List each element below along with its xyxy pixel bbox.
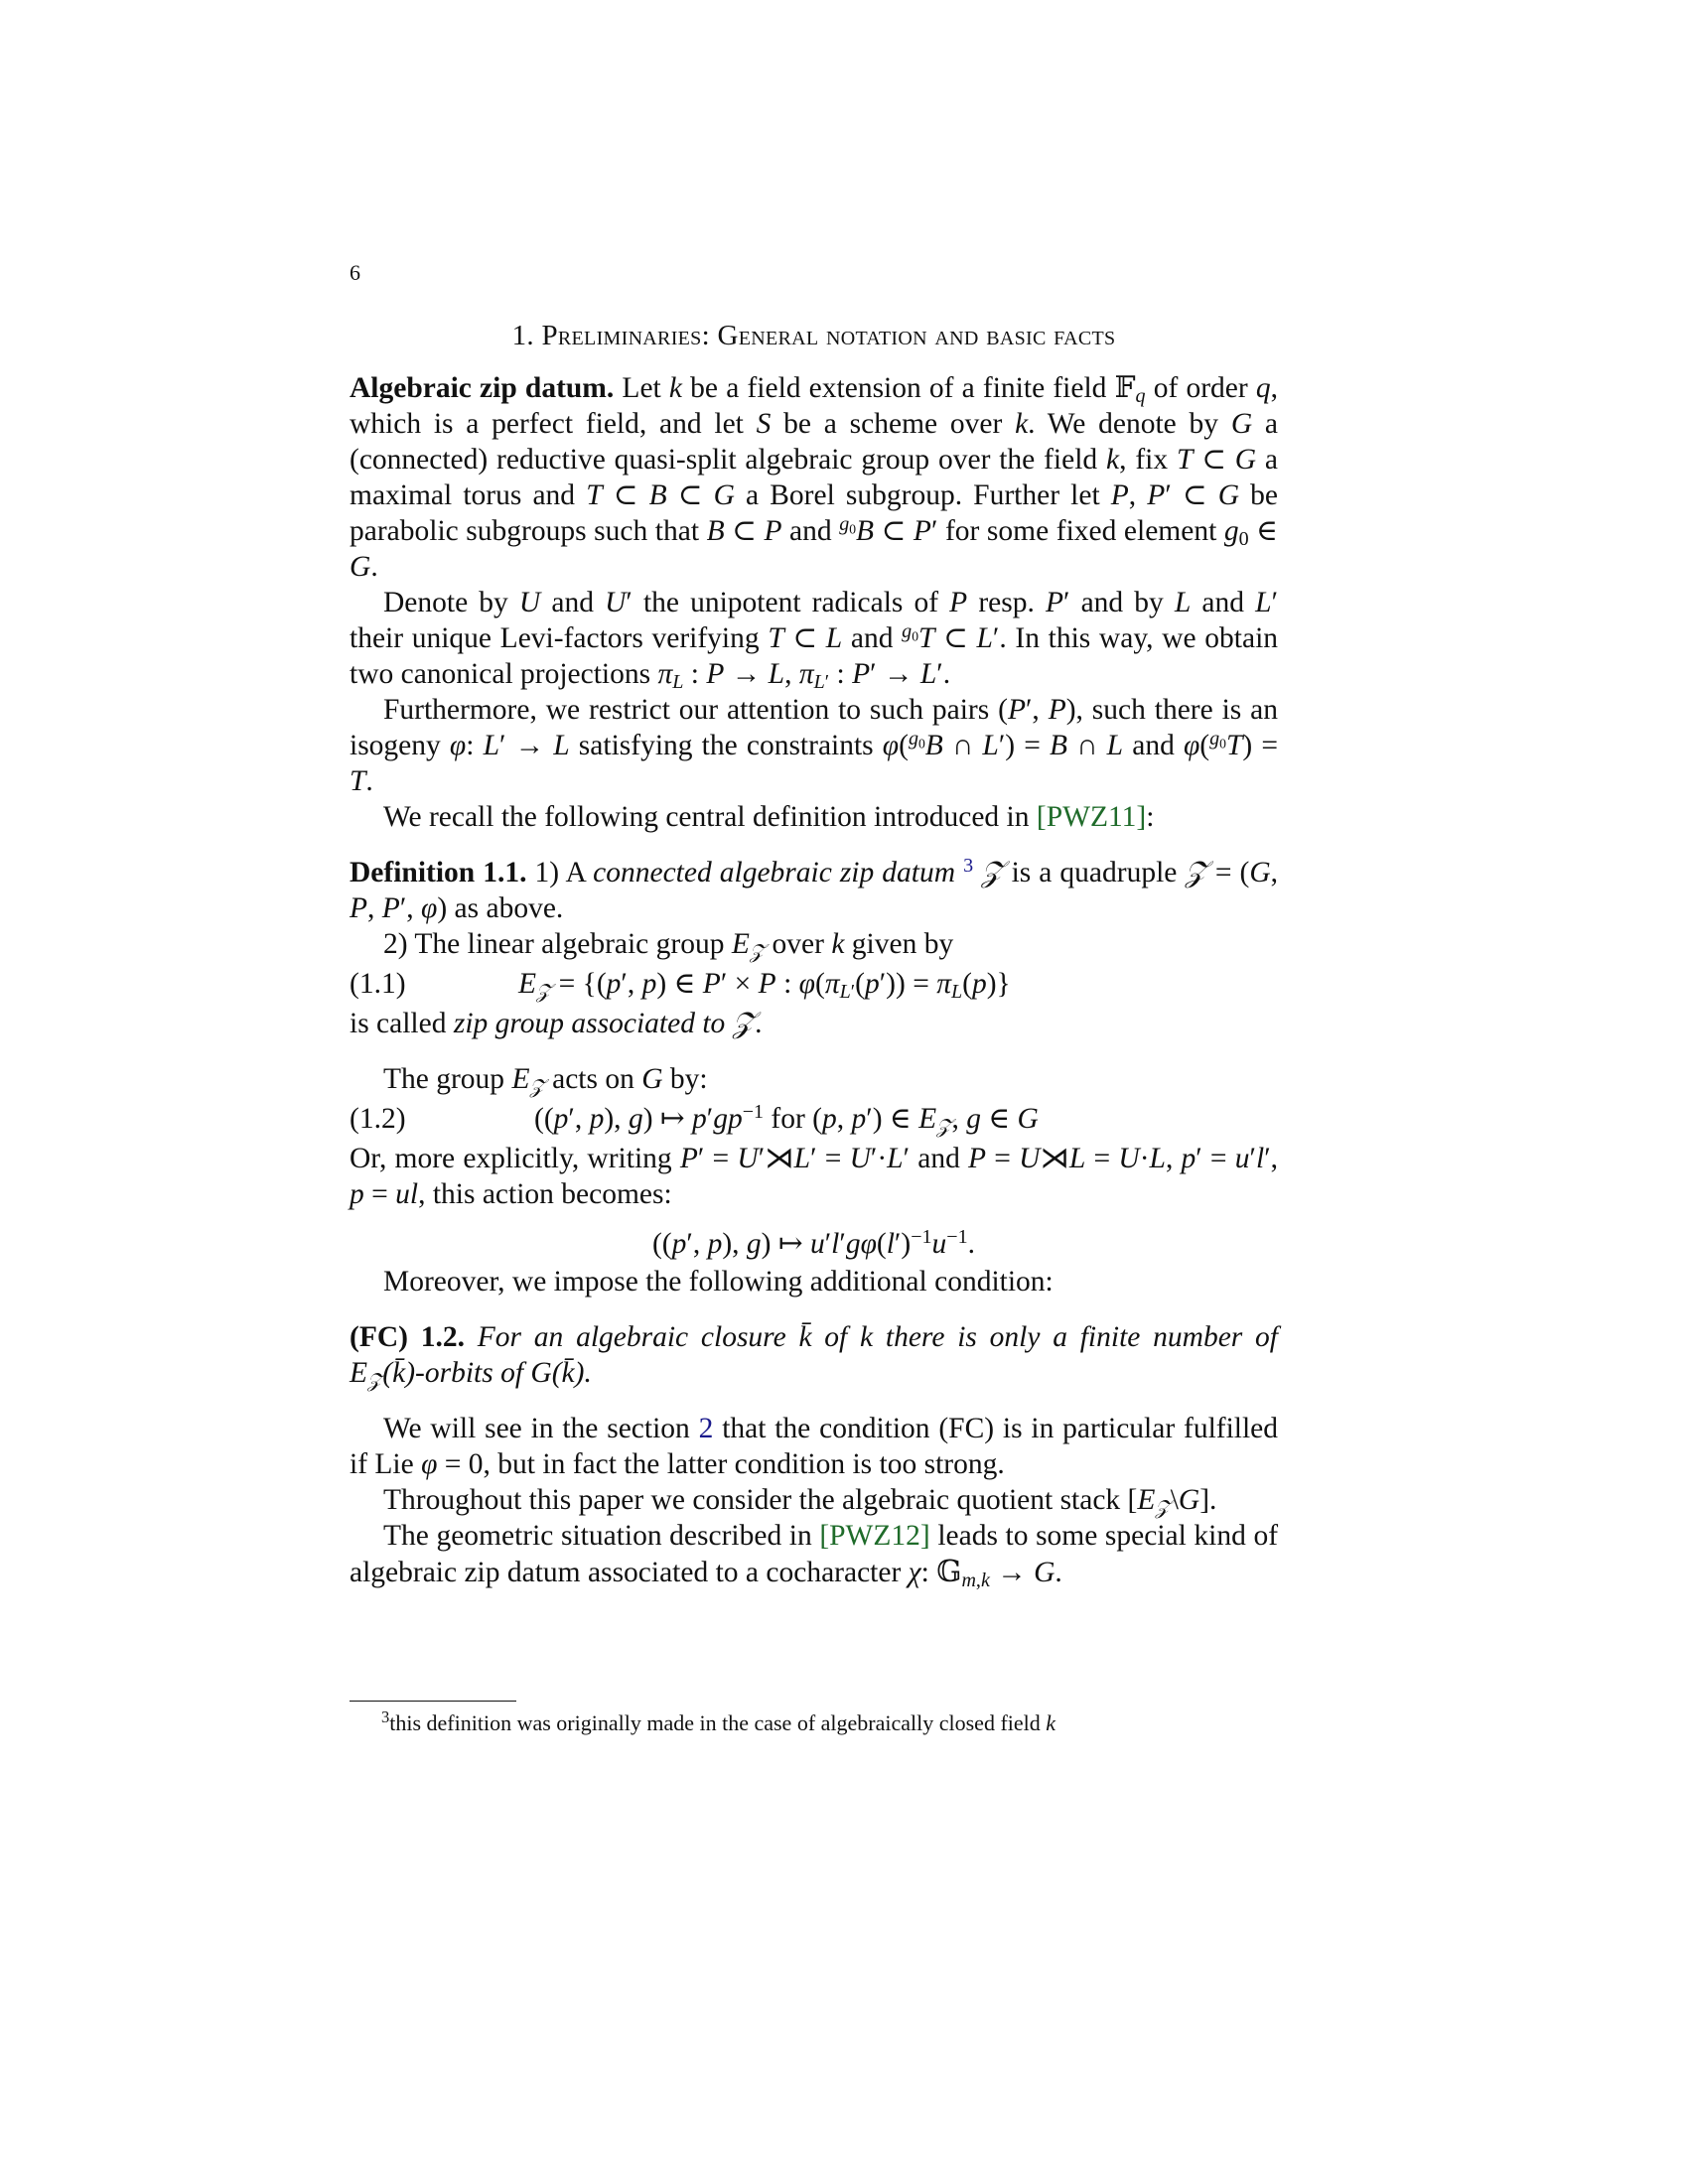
equation-label: (1.2) bbox=[350, 1103, 406, 1135]
explicit-action: Or, more explicitly, writing P′ = U′⋊L′ = U′·L′ and P = U⋊L = U·L, p′ = u′l′, p = ul, this action becomes: bbox=[350, 1143, 1279, 1210]
action-intro: The group $E_𝒵$ acts on G by: bbox=[383, 1063, 708, 1098]
citation-pwz11[interactable]: [PWZ11] bbox=[1036, 801, 1147, 833]
para-section-ref: We will see in the section 2 that the condition (FC) is in particular fulfilled if Lie φ = 0, but in fact the latter condition is too strong. bbox=[350, 1413, 1279, 1480]
zip-group-text: is called zip group associated to 𝒵. bbox=[350, 1008, 763, 1039]
footnote-ref-3[interactable]: 3 bbox=[963, 854, 974, 877]
para-recall: We recall the following central definition introduced in [PWZ11]: bbox=[383, 801, 1155, 833]
running-head: 1. Preliminaries: General notation and basic facts bbox=[511, 320, 1116, 351]
para-algebraic-zip-datum: Algebraic zip datum. Let k be a field extension of a finite field 𝔽$_q$ of order q, which is a perfect field, and let S be a scheme over k. We denote by G a (connected) reductive quasi-split algebraic group over the field k, fix T ⊂ G a maximal torus and T ⊂ B ⊂ G a Borel subgroup. Further let P, P′ ⊂ G be parabolic subgroups such that B ⊂ P and $^{g_0}$B ⊂ P′ for some fixed element $g_0$ ∈ G. bbox=[350, 370, 1279, 583]
para-isogeny: Furthermore, we restrict our attention to such pairs (P′, P), such there is an isogeny φ: L′ → L satisfying the constraints φ($^{g_0}$B ∩ L′) = B ∩ L and φ($^{g_0}$T) = T. bbox=[350, 694, 1279, 797]
footnote: $^3$this definition was originally made in the case of algebraically closed field k bbox=[381, 1706, 1056, 1735]
citation-pwz12[interactable]: [PWZ12] bbox=[819, 1520, 930, 1552]
condition-heading: (FC) 1.2. bbox=[350, 1321, 465, 1353]
equation-1-2 bbox=[350, 1097, 1278, 1141]
page-number: 6 bbox=[350, 260, 360, 285]
definition-item-2: 2) The linear algebraic group $E_𝒵$ over k given by bbox=[383, 928, 954, 963]
condition-fc: (FC) 1.2. For an algebraic closure k̄ of k there is only a finite number of $E_𝒵(k̄)$-orbits of G(k̄). bbox=[350, 1321, 1278, 1392]
section-heading: Algebraic zip datum. bbox=[350, 372, 615, 404]
main-text bbox=[350, 369, 1278, 1590]
para-quotient-stack: Throughout this paper we consider the algebraic quotient stack $[E_𝒵\backslash G]$. bbox=[383, 1484, 1217, 1519]
definition-1-1: Definition 1.1. 1) A connected algebraic zip datum $^3$ 𝒵 is a quadruple 𝒵 = (G, P, P′, φ) as above. bbox=[350, 854, 1279, 924]
equation-label: (1.1) bbox=[350, 968, 406, 1000]
para-unipotent-radicals: Denote by U and U′ the unipotent radicals of P resp. P′ and by L and L′ their unique Levi-factors verifying T ⊂ L and $^{g_0}$T ⊂ L′. In this way, we obtain two canonical projections $\pi_L$ : P → L, $\pi_{L'}$ : P′ → L′. bbox=[350, 587, 1279, 693]
para-geometric: The geometric situation described in [PWZ12] leads to some special kind of algebraic zip datum associated to a cocharacter χ: 𝔾$_{m,k}$ → G. bbox=[350, 1520, 1279, 1591]
footnote-rule bbox=[350, 1701, 516, 1702]
footnote-marker: 3 bbox=[381, 1706, 390, 1726]
display-equation: ((p′, p), g) ↦ $u'l'g\varphi(l')^{-1}u^{-1}$. bbox=[651, 1225, 976, 1260]
definition-heading: Definition 1.1. bbox=[350, 857, 527, 888]
section-link[interactable]: 2 bbox=[698, 1413, 714, 1444]
moreover-text: Moreover, we impose the following additional condition: bbox=[383, 1266, 1054, 1297]
equation-body: ((p′, p), g) ↦ $p'gp^{-1}$ for (p, p′) ∈ $E_𝒵$, g ∈ G bbox=[534, 1100, 1039, 1138]
equation-body: $E_𝒵 = \{(p'$, p) ∈ P′ × P : $\varphi(\pi_{L'}(p')) = \pi_L(p)$} bbox=[518, 968, 1011, 1003]
equation-1-1 bbox=[350, 962, 1278, 1006]
